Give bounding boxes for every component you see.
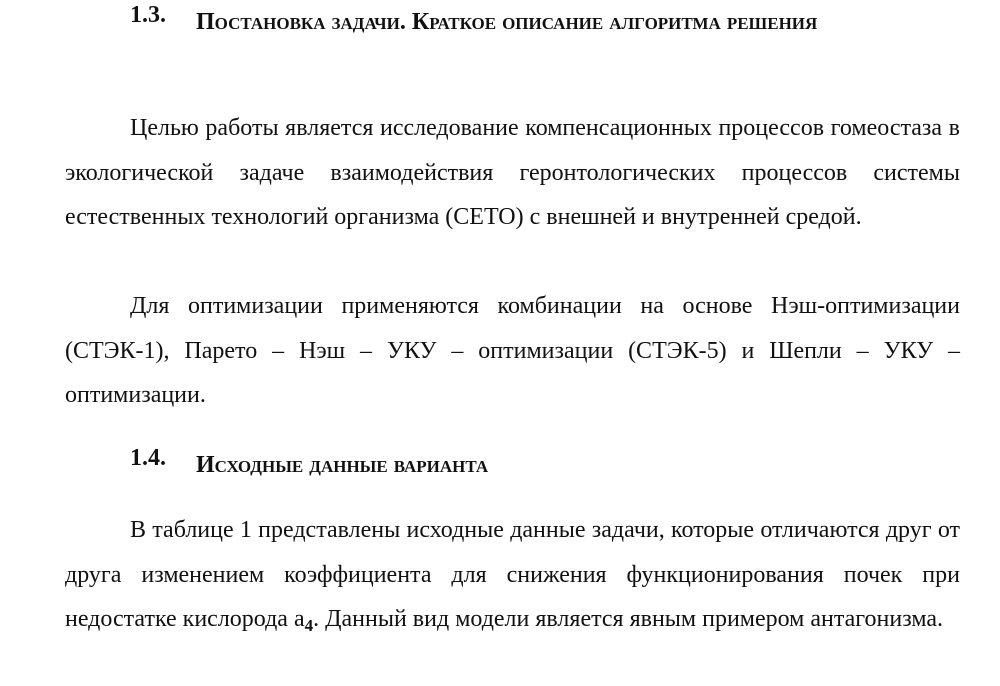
paragraph-text-after: . Данный вид модели является явным примером антагонизма. [313, 606, 944, 632]
paragraph-optimization: Для оптимизации применяются комбинации на основе Нэш-оптимизации (СТЭК-1), Парето – Нэш – УКУ – оптимизации (СТЭК-5) и Шепли – УКУ – оптимизации. [65, 293, 960, 408]
coefficient-subscript: 4 [304, 616, 314, 635]
section-number: 1.3. [130, 2, 166, 28]
section-number: 1.4. [130, 445, 166, 471]
coefficient-symbol: a [293, 606, 305, 632]
section-heading-1-4 [130, 445, 960, 485]
paragraph-text-before: В таблице 1 представлены исходные данные задачи, которые отличаются друг от друга изменением коэффициента для снижения функционирования почек при недостатке кислорода [65, 517, 960, 632]
section-title: Исходные данные варианта [196, 452, 489, 478]
paragraph-goal: Целью работы является исследование компенсационных процессов гомеостаза в экологической задаче взаимодействия геронтологических процессов системы естественных технологий организма (СЕТО) с внешней и внутренней средой. [65, 115, 960, 230]
section-heading-1-3 [130, 2, 960, 42]
paragraph-source-data [65, 508, 960, 642]
section-title: Постановка задачи. Краткое описание алгоритма решения [196, 9, 818, 35]
